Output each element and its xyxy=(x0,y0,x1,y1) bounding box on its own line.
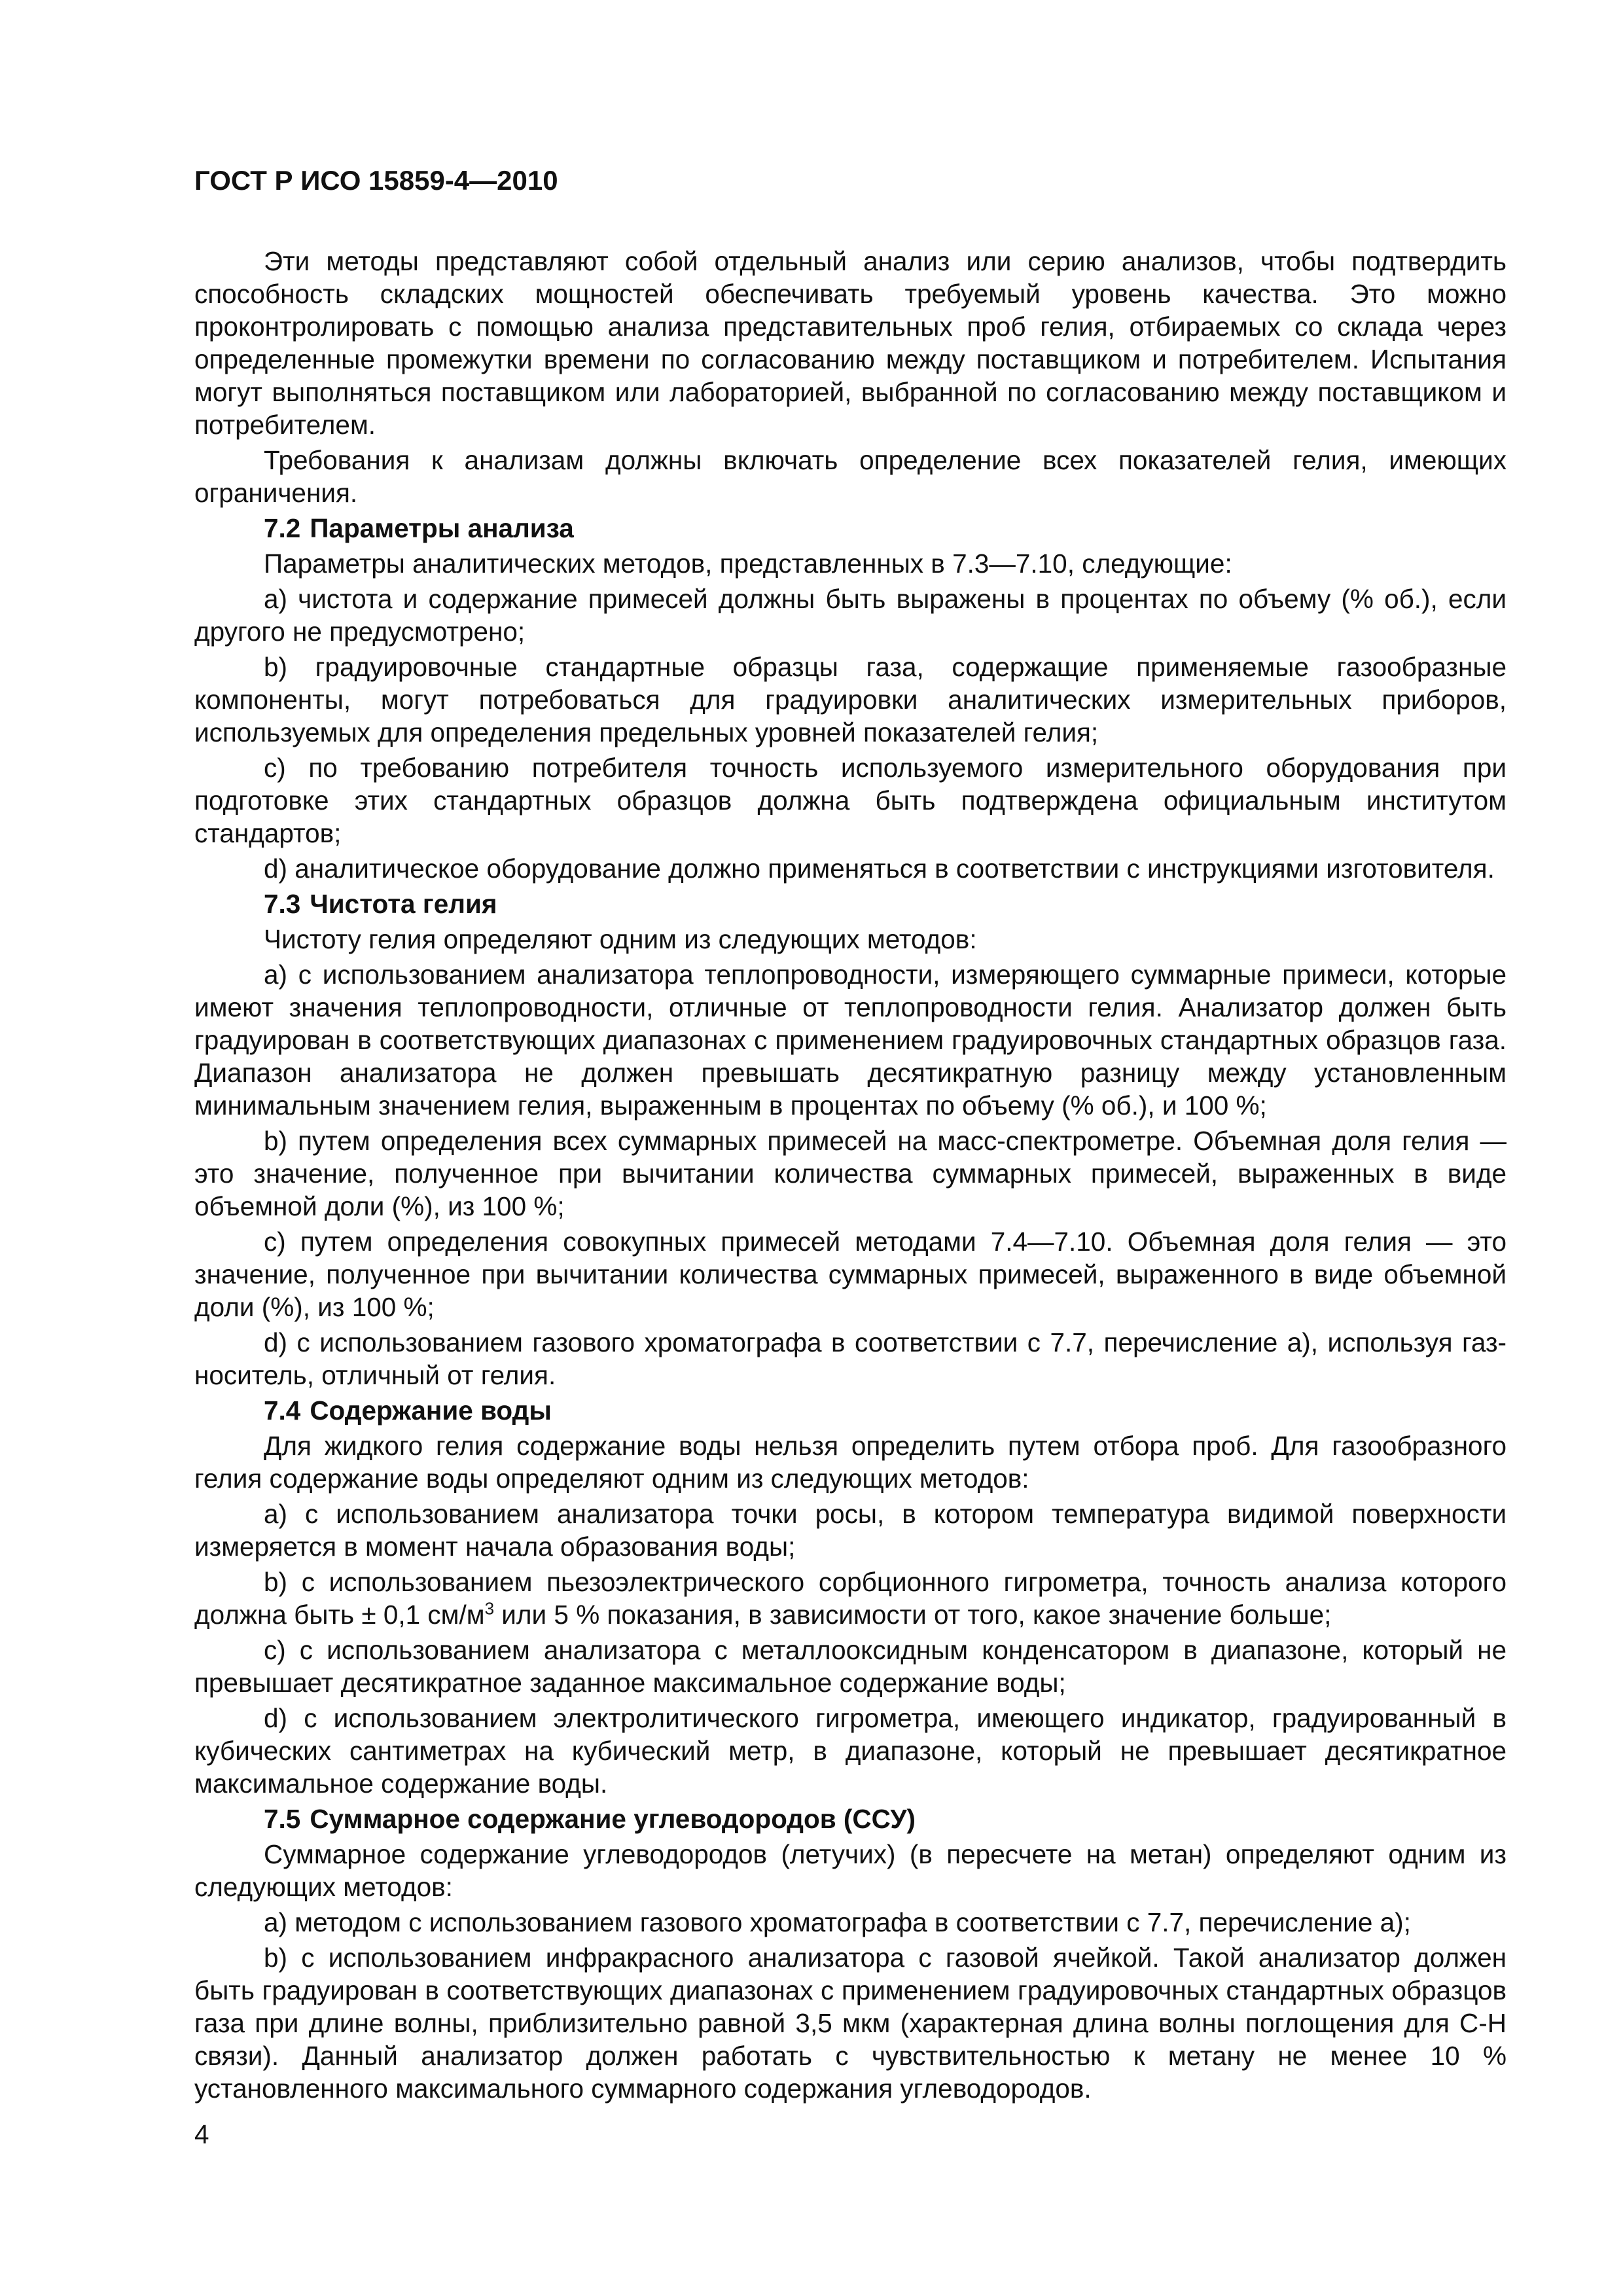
section-title: Чистота гелия xyxy=(310,889,497,919)
paragraph: Эти методы представляют собой отдельный анализ или серию анализов, чтобы подтвердить способность складских мощностей обеспечивать требуемый уровень качества. Это можно проконтролировать с помощью анализа представительных проб гелия, отбираемых со склада через определенные промежутки времени по согласованию между поставщиком и потребителем. Испытания могут выполняться поставщиком или лабораторией, выбранной по согласованию между поставщиком и потребителем. xyxy=(194,246,1507,440)
list-item-text: b) с использованием пьезоэлектрического сорбционного гигрометра, точность анализа которого должна быть ± 0,1 см/м xyxy=(194,1567,1507,1630)
list-item-text: или 5 % показания, в зависимости от того, какое значение больше; xyxy=(494,1600,1332,1630)
list-item: a) методом с использованием газового хроматографа в соответствии с 7.7, перечисление а); xyxy=(264,1907,1411,1937)
paragraph: Чистоту гелия определяют одним из следующих методов: xyxy=(264,924,977,954)
section-heading-7-2 xyxy=(194,512,1507,545)
list-item: c) с использованием анализатора с металлооксидным конденсатором в диапазоне, который не превышает десятикратное заданное максимальное содержание воды; xyxy=(194,1635,1507,1698)
section-title: Параметры анализа xyxy=(310,513,574,543)
list-item: c) по требованию потребителя точность используемого измерительного оборудования при подготовке этих стандартных образцов должна быть подтверждена официальным институтом стандартов; xyxy=(194,753,1507,848)
list-item: b) с использованием инфракрасного анализатора с газовой ячейкой. Такой анализатор должен быть градуирован в соответствующих диапазонах с применением градуировочных стандартных образцов газа при длине волны, приблизительно равной 3,5 мкм (характерная длина волны поглощения для С-Н связи). Данный анализатор должен работать с чувствительностью к метану не менее 10 % установленного максимального суммарного содержания углеводородов. xyxy=(194,1943,1507,2104)
list-item: b) градуировочные стандартные образцы газа, содержащие применяемые газообразные компоненты, могут потребоваться для градуировки аналитических измерительных приборов, используемых для определения предельных уровней показателей гелия; xyxy=(194,652,1507,747)
section-title: Суммарное содержание углеводородов (ССУ) xyxy=(310,1804,916,1834)
section-title: Содержание воды xyxy=(310,1395,552,1426)
document-body xyxy=(194,245,1507,2105)
document-header: ГОСТ Р ИСО 15859-4—2010 xyxy=(194,165,558,196)
list-item: a) с использованием анализатора теплопроводности, измеряющего суммарные примеси, которые имеют значения теплопроводности, отличные от теплопроводности гелия. Анализатор должен быть градуирован в соответствующих диапазонах с применением градуировочных стандартных образцов газа. Диапазон анализатора не должен превышать десятикратную разницу между установленным минимальным значением гелия, выраженным в процентах по объему (% об.), и 100 %; xyxy=(194,960,1507,1121)
paragraph: Требования к анализам должны включать определение всех показателей гелия, имеющих ограничения. xyxy=(194,445,1507,508)
list-item xyxy=(194,1566,1507,1631)
page-number: 4 xyxy=(194,2119,209,2149)
document-page xyxy=(194,164,1507,2108)
paragraph: Параметры аналитических методов, представленных в 7.3—7.10, следующие: xyxy=(264,548,1232,579)
section-number: 7.2 xyxy=(264,513,301,543)
section-number: 7.3 xyxy=(264,889,301,919)
paragraph: Суммарное содержание углеводородов (летучих) (в пересчете на метан) определяют одним из следующих методов: xyxy=(194,1839,1507,1902)
list-item: d) с использованием электролитического гигрометра, имеющего индикатор, градуированный в кубических сантиметрах на кубический метр, в диапазоне, который не превышает десятикратное максимальное содержание воды. xyxy=(194,1703,1507,1799)
list-item: c) путем определения совокупных примесей методами 7.4—7.10. Объемная доля гелия — это значение, полученное при вычитании количества суммарных примесей, выраженного в виде объемной доли (%), из 100 %; xyxy=(194,1227,1507,1322)
list-item: d) с использованием газового хроматографа в соответствии с 7.7, перечисление а), используя газ-носитель, отличный от гелия. xyxy=(194,1327,1507,1390)
section-heading-7-5 xyxy=(194,1803,1507,1835)
superscript: 3 xyxy=(484,1598,495,1619)
list-item: a) чистота и содержание примесей должны быть выражены в процентах по объему (% об.), если другого не предусмотрено; xyxy=(194,584,1507,647)
section-number: 7.4 xyxy=(264,1395,301,1426)
section-heading-7-3 xyxy=(194,888,1507,920)
section-number: 7.5 xyxy=(264,1804,301,1834)
list-item: b) путем определения всех суммарных примесей на масс-спектрометре. Объемная доля гелия — это значение, полученное при вычитании количества суммарных примесей, выраженных в виде объемной доли (%), из 100 %; xyxy=(194,1126,1507,1221)
list-item: a) с использованием анализатора точки росы, в котором температура видимой поверхности измеряется в момент начала образования воды; xyxy=(194,1499,1507,1562)
section-heading-7-4 xyxy=(194,1394,1507,1427)
list-item: d) аналитическое оборудование должно применяться в соответствии с инструкциями изготовителя. xyxy=(264,853,1495,884)
paragraph: Для жидкого гелия содержание воды нельзя определить путем отбора проб. Для газообразного гелия содержание воды определяют одним из следующих методов: xyxy=(194,1431,1507,1494)
